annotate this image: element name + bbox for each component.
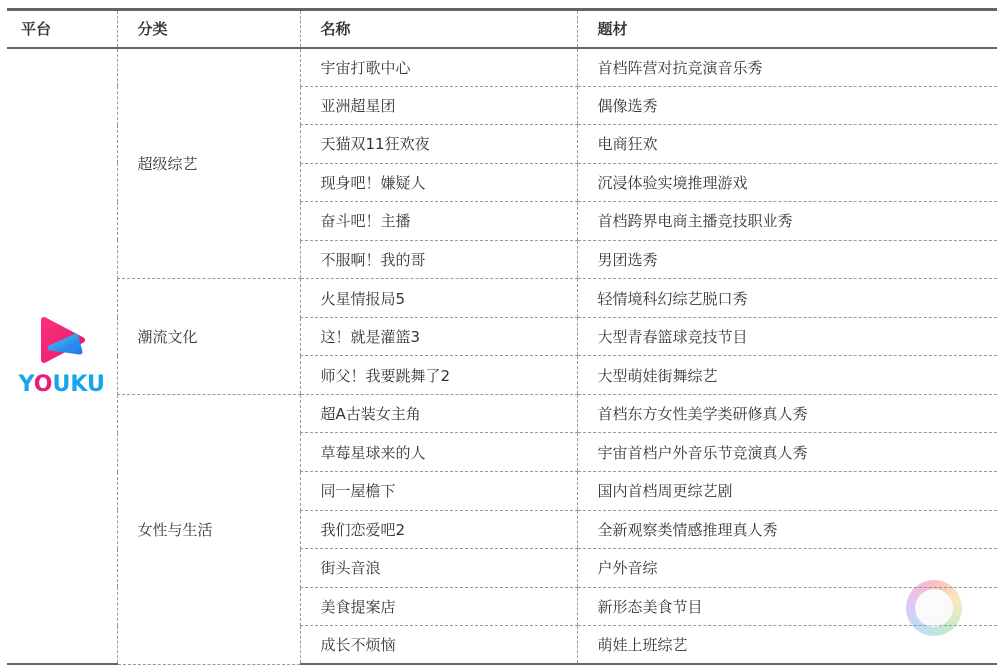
header-topic: 题材: [577, 10, 997, 48]
name-cell: 街头音浪: [300, 549, 577, 588]
name-cell: 这！就是灌篮3: [300, 317, 577, 356]
name-cell: 现身吧！嫌疑人: [300, 163, 577, 202]
name-cell: 天猫双11狂欢夜: [300, 125, 577, 164]
category-cell: 超级综艺: [117, 48, 300, 279]
name-cell: 超A古装女主角: [300, 394, 577, 433]
category-cell: 女性与生活: [117, 394, 300, 664]
name-cell: 宇宙打歌中心: [300, 48, 577, 87]
name-cell: 火星情报局5: [300, 279, 577, 318]
topic-cell: 偶像选秀: [577, 86, 997, 125]
topic-cell: 首档东方女性美学类研修真人秀: [577, 394, 997, 433]
name-cell: 亚洲超星团: [300, 86, 577, 125]
watermark-text: 媒介 360: [915, 589, 953, 627]
youku-wordmark: YOUKU: [18, 372, 105, 398]
topic-cell: 大型萌娃街舞综艺: [577, 356, 997, 395]
table-row: [7, 48, 997, 87]
topic-cell: 萌娃上班综艺: [577, 626, 997, 665]
topic-cell: 国内首档周更综艺剧: [577, 472, 997, 511]
platform-cell: [7, 48, 117, 665]
topic-cell: 电商狂欢: [577, 125, 997, 164]
name-cell: 同一屋檐下: [300, 472, 577, 511]
topic-cell: 宇宙首档户外音乐节竞演真人秀: [577, 433, 997, 472]
watermark-logo: [906, 580, 962, 636]
name-cell: 草莓星球来的人: [300, 433, 577, 472]
topic-cell: 首档跨界电商主播竞技职业秀: [577, 202, 997, 241]
topic-cell: 轻情境科幻综艺脱口秀: [577, 279, 997, 318]
name-cell: 奋斗吧！主播: [300, 202, 577, 241]
header-category: 分类: [117, 10, 300, 48]
youku-logo: [14, 314, 110, 397]
table-row: [7, 279, 997, 318]
header-platform: 平台: [7, 10, 117, 48]
name-cell: 师父！我要跳舞了2: [300, 356, 577, 395]
name-cell: 美食提案店: [300, 587, 577, 626]
topic-cell: 新形态美食节目: [577, 587, 997, 626]
name-cell: 我们恋爱吧2: [300, 510, 577, 549]
category-cell: 潮流文化: [117, 279, 300, 395]
youku-play-icon: [34, 314, 90, 370]
variety-show-table: [7, 8, 997, 665]
topic-cell: 男团选秀: [577, 240, 997, 279]
topic-cell: 首档阵营对抗竞演音乐秀: [577, 48, 997, 87]
name-cell: 成长不烦恼: [300, 626, 577, 665]
topic-cell: 户外音综: [577, 549, 997, 588]
topic-cell: 沉浸体验实境推理游戏: [577, 163, 997, 202]
topic-cell: 全新观察类情感推理真人秀: [577, 510, 997, 549]
table-row: [7, 394, 997, 433]
topic-cell: 大型青春篮球竞技节目: [577, 317, 997, 356]
name-cell: 不服啊！我的哥: [300, 240, 577, 279]
header-name: 名称: [300, 10, 577, 48]
table-header-row: [7, 10, 997, 48]
